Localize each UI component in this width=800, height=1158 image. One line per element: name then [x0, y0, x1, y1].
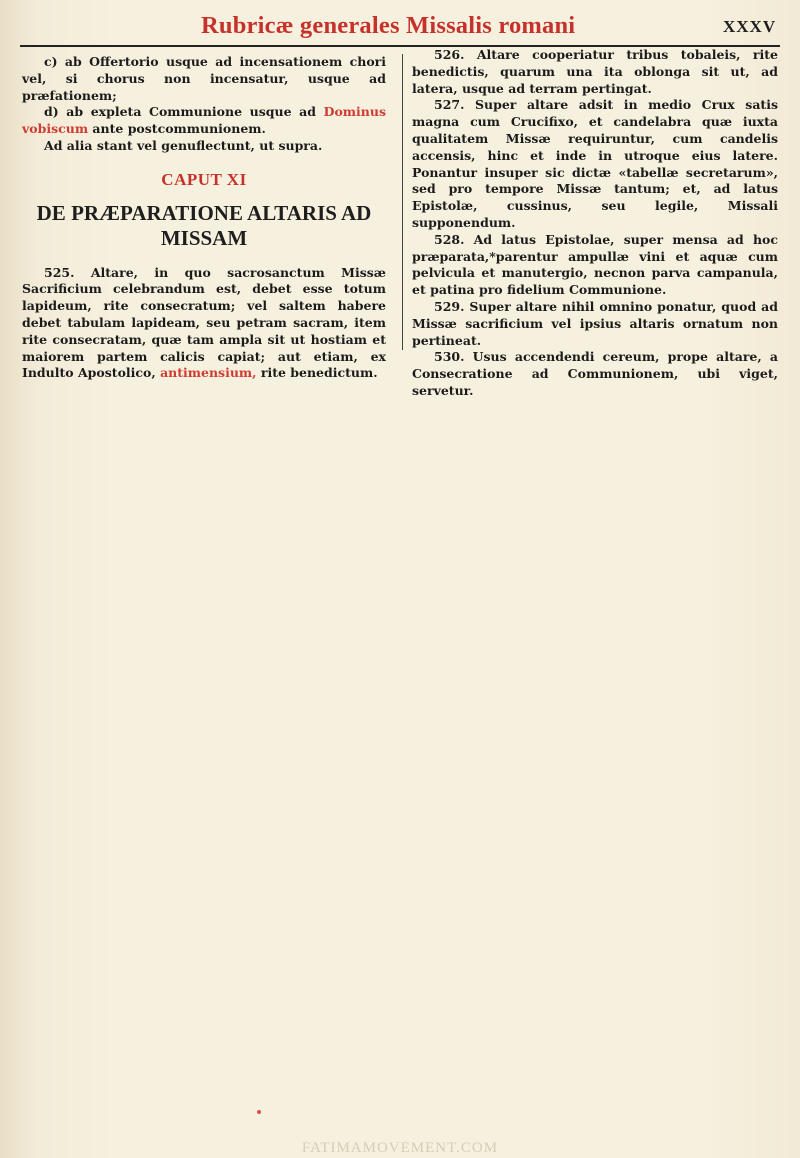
rubric-dominus-vobiscum: Dominus vobiscum [22, 104, 386, 137]
paragraph-ad-alia: Ad alia stant vel genuflectunt, ut supra. [44, 137, 323, 153]
paragraph-525-end: rite benedictum. [260, 365, 378, 381]
paragraph-529: 529. Super altare nihil omnino ponatur, quod ad Missæ sacrificium vel ipsius altaris ornatum non pertineat. [412, 298, 778, 348]
ink-dot [257, 1110, 261, 1114]
chapter-label: CAPUT XI [161, 169, 247, 189]
right-column [412, 47, 778, 400]
paragraph-d-start: d) ab expleta Communione usque ad [44, 104, 317, 120]
watermark: FATIMAMOVEMENT.COM [301, 1140, 499, 1156]
chapter-title: DE PRÆPARATIONE ALTARIS AD MISSAM [36, 200, 372, 250]
running-title: Rubricæ generales Missalis romani [201, 12, 576, 39]
paragraph-530: 530. Usus accendendi cereum, prope altare, a Consecratione ad Communionem, ubi viget, servetur. [412, 349, 778, 398]
paragraph-d-end: ante postcommunionem. [92, 121, 266, 137]
paragraph-527: 527. Super altare adsit in medio Crux satis magna cum Crucifixo, et candelabra quæ iuxta qualitatem Missæ requiruntur, cum candelis accensis, hinc et inde in utroque eius latere. Ponantur insuper sic dictæ «tabellæ secretarum», sed pro tempore Missæ tantum; et, ad latus Epistolæ, cussinus, seu legile, Missali supponendum. [412, 97, 778, 230]
left-column [22, 54, 386, 382]
rubric-antimensium: antimensium, [160, 365, 257, 381]
paragraph-528: 528. Ad latus Epistolae, super mensa ad hoc præparata,*parentur ampullæ vini et aquæ cum pelvicula et manutergio, necnon parva campanula, et patina pro fidelium Communione. [412, 231, 778, 298]
paragraph-526: 526. Altare cooperiatur tribus tobaleis, rite benedictis, quarum una ita oblonga sit ut, ad latera, usque ad terram pertingat. [412, 47, 778, 96]
column-divider [402, 54, 403, 350]
paragraph-d [22, 104, 386, 138]
paragraph-525-start: 525. Altare, in quo sacrosanctum Missæ Sacrificium celebrandum est, debet esse totum lapideum, rite consecratum; vel saltem habere debet tabulam lapideam, seu petram sacram, item rite consecratam, quæ tam ampla sit ut hostiam et maiorem partem calicis capiat; aut etiam, ex Indulto Apostolico, [22, 264, 386, 381]
page-number: XXXV [723, 17, 777, 36]
paragraph-525 [22, 265, 386, 383]
paragraph-c: c) ab Offertorio usque ad incensationem chori vel, si chorus non incensatur, usque ad præfationem; [22, 54, 386, 103]
